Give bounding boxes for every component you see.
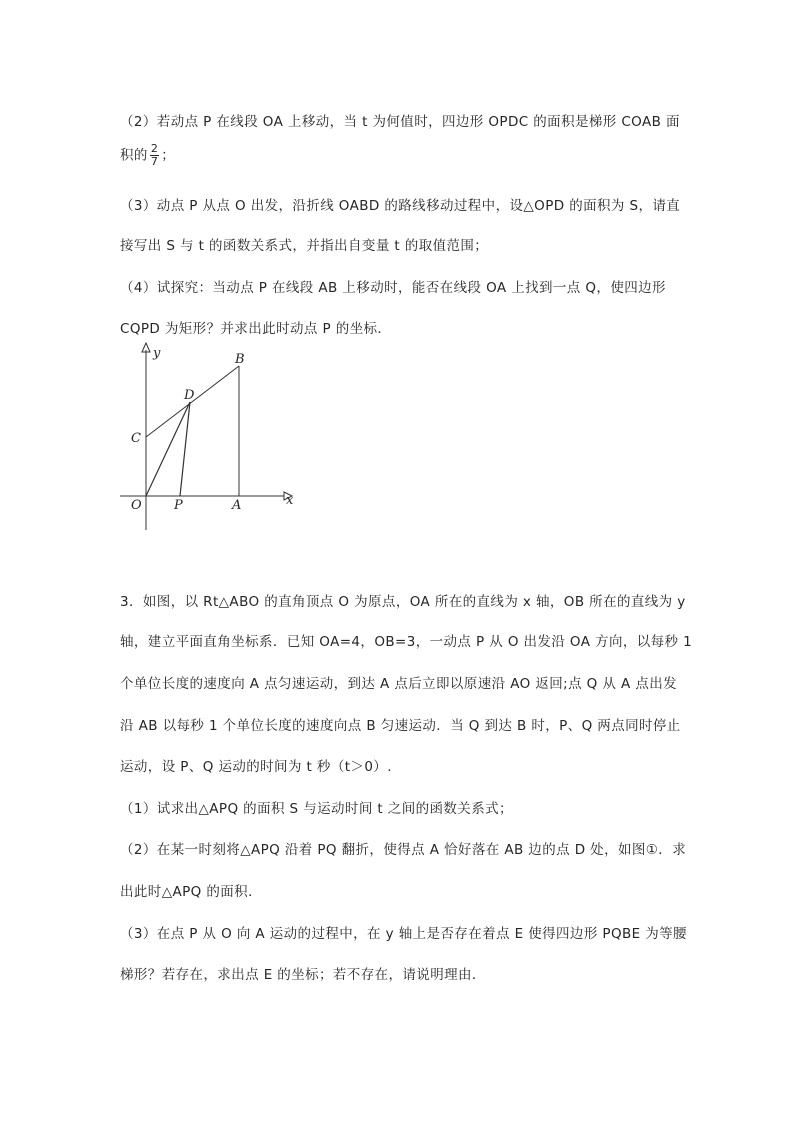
- q2-part4-line1: （4）试探究：当动点 P 在线段 AB 上移动时，能否在线段 OA 上找到一点 Q，使四边形: [120, 280, 666, 296]
- q3-line2: 轴，建立平面直角坐标系．已知 OA=4，OB=3，一动点 P 从 O 出发沿 OA 方向，以每秒 1: [120, 634, 693, 650]
- q2-part3-line1: （3）动点 P 从点 O 出发，沿折线 OABD 的路线移动过程中，设△OPD 的面积为 S，请直: [120, 198, 681, 214]
- point-A-label: A: [232, 498, 242, 513]
- segment-OD: [146, 402, 190, 496]
- segment-PD: [180, 402, 190, 496]
- coordinate-figure: [112, 338, 302, 538]
- point-O-label: O: [131, 498, 142, 513]
- fraction-two-sevenths: [150, 143, 159, 168]
- fraction-numerator: 2: [150, 142, 159, 155]
- q2-part4-line2: CQPD 为矩形？并求出此时动点 P 的坐标．: [120, 321, 392, 337]
- q2-part2-line1: （2）若动点 P 在线段 OA 上移动，当 t 为何值时，四边形 OPDC 的面积是梯形 COAB 面: [120, 114, 680, 130]
- q3-part3-line2: 梯形？若存在，求出点 E 的坐标；若不存在，请说明理由．: [120, 967, 486, 983]
- point-B-label: B: [235, 352, 245, 367]
- q2-part2-suffix: ；: [161, 147, 176, 164]
- q2-part2-line2: [120, 143, 175, 168]
- q2-part2-prefix: 积的: [120, 147, 148, 164]
- q3-line5: 运动，设 P、Q 运动的时间为 t 秒（t＞0）.: [120, 759, 392, 775]
- q3-part1: （1）试求出△APQ 的面积 S 与运动时间 t 之间的函数关系式；: [120, 801, 513, 817]
- q3-part3-line1: （3）在点 P 从 O 向 A 运动的过程中，在 y 轴上是否存在着点 E 使得四边形 PQBE 为等腰: [120, 926, 687, 942]
- point-D-label: D: [184, 388, 195, 403]
- q3-line1: 3．如图，以 Rt△ABO 的直角顶点 O 为原点，OA 所在的直线为 x 轴，OB 所在的直线为 y: [120, 594, 686, 610]
- q3-line3: 个单位长度的速度向 A 点匀速运动，到达 A 点后立即以原速沿 AO 返回;点 Q 从 A 点出发: [120, 676, 678, 692]
- point-C-label: C: [131, 431, 141, 446]
- point-P-label: P: [174, 498, 183, 513]
- q3-part2-line1: （2）在某一时刻将△APQ 沿着 PQ 翻折，使得点 A 恰好落在 AB 边的点 D 处，如图①．求: [120, 842, 687, 858]
- q3-line4: 沿 AB 以每秒 1 个单位长度的速度向点 B 匀速运动．当 Q 到达 B 时，P、Q 两点同时停止: [120, 718, 681, 734]
- q2-part3-line2: 接写出 S 与 t 的函数关系式，并指出自变量 t 的取值范围；: [120, 238, 489, 254]
- fraction-denominator: 7: [150, 155, 159, 168]
- q3-part2-line2: 出此时△APQ 的面积．: [120, 884, 262, 900]
- x-axis-label: x: [286, 493, 294, 508]
- y-axis-label: y: [153, 346, 161, 361]
